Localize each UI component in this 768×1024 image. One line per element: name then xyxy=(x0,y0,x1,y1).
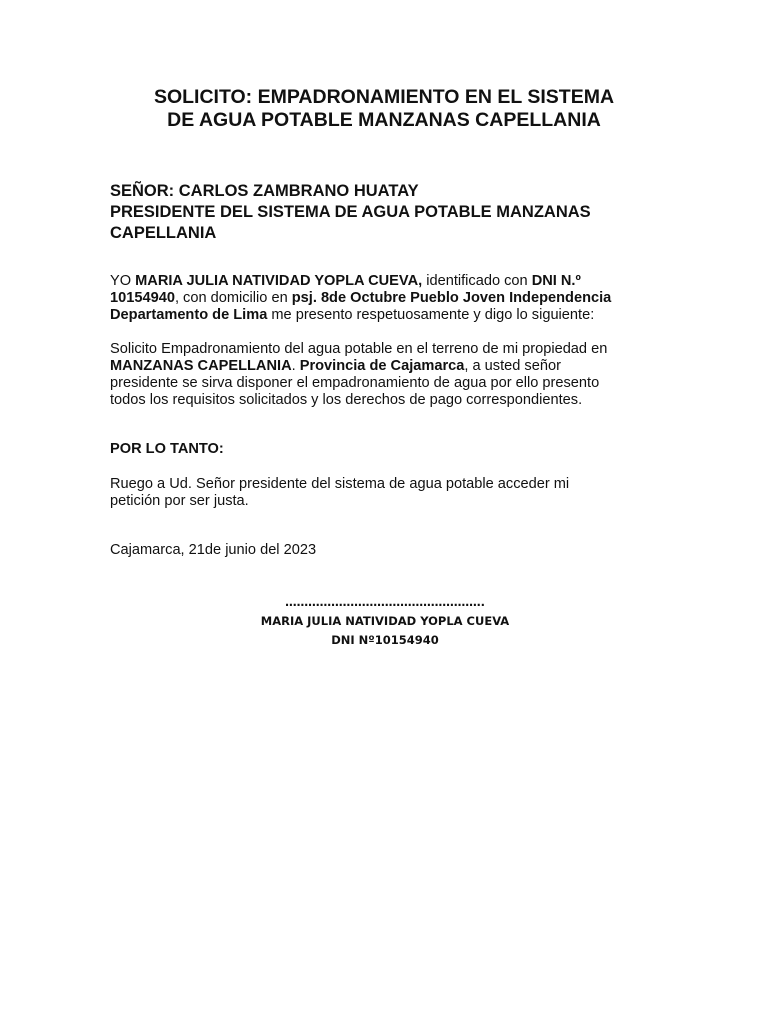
therefore-heading: POR LO TANTO: xyxy=(110,441,224,457)
request-line-2: MANZANAS CAPELLANIA. Provincia de Cajamarca, a usted señor xyxy=(110,358,561,374)
intro-line-2: 10154940, con domicilio en psj. 8de Octubre Pueblo Joven Independencia xyxy=(110,290,612,306)
request-line-4: todos los requisitos solicitados y los derechos de pago correspondientes. xyxy=(110,392,583,408)
applicant-dni: 10154940 xyxy=(110,290,175,306)
title-line-2: DE AGUA POTABLE MANZANAS CAPELLANIA xyxy=(167,109,601,131)
request-paragraph xyxy=(110,341,670,409)
applicant-name: MARIA JULIA NATIVIDAD YOPLA CUEVA, xyxy=(135,273,423,289)
request-line-3: presidente se sirva disponer el empadronamiento de agua por ello presento xyxy=(110,375,600,391)
intro-line-3: Departamento de Lima me presento respetuosamente y digo lo siguiente: xyxy=(110,307,595,323)
signatory-name: MARIA JULIA NATIVIDAD YOPLA CUEVA xyxy=(260,614,510,628)
document-title xyxy=(100,86,668,132)
intro-line-1: YO MARIA JULIA NATIVIDAD YOPLA CUEVA, identificado con DNI N.º xyxy=(110,273,581,289)
signature-block xyxy=(200,593,570,650)
addressee-block xyxy=(110,181,670,244)
plea-line-2: petición por ser justa. xyxy=(110,493,249,509)
applicant-address: psj. 8de Octubre Pueblo Joven Independencia xyxy=(291,290,612,306)
addressee-role: PRESIDENTE DEL SISTEMA DE AGUA POTABLE MANZANAS xyxy=(110,203,591,221)
addressee-role-cont: CAPELLANIA xyxy=(110,224,217,242)
place-date: Cajamarca, 21de junio del 2023 xyxy=(110,542,317,558)
title-line-1: SOLICITO: EMPADRONAMIENTO EN EL SISTEMA xyxy=(153,86,615,108)
intro-paragraph xyxy=(110,273,670,324)
addressee-name: SEÑOR: CARLOS ZAMBRANO HUATAY xyxy=(110,182,419,200)
signatory-dni: DNI Nº10154940 xyxy=(331,633,439,647)
signature-line: ……………………………………………. xyxy=(285,595,485,609)
plea-line-1: Ruego a Ud. Señor presidente del sistema de agua potable acceder mi xyxy=(110,476,570,492)
plea-paragraph xyxy=(110,476,670,510)
request-line-1: Solicito Empadronamiento del agua potable en el terreno de mi propiedad en xyxy=(110,341,608,357)
